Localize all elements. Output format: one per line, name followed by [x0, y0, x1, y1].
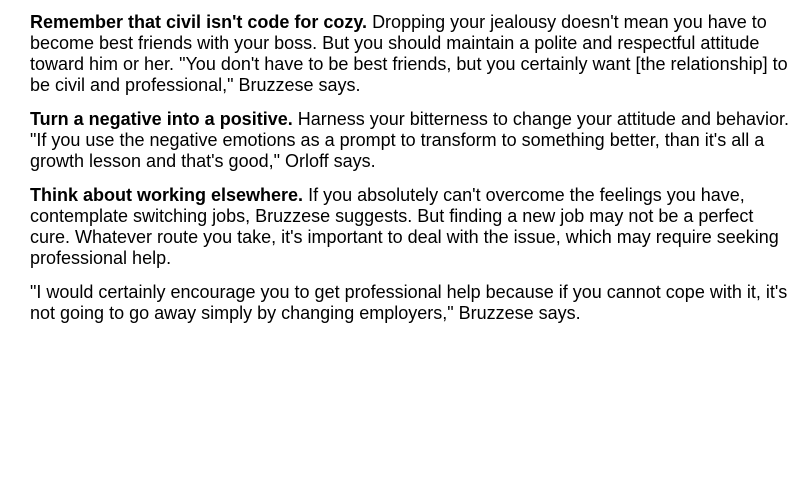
paragraph-lead: Think about working elsewhere.: [30, 185, 304, 205]
paragraph-civil-not-cozy: [30, 12, 792, 96]
paragraph-quote: [30, 282, 792, 324]
paragraph-lead: Turn a negative into a positive.: [30, 109, 293, 129]
paragraph-text: Dropping your jealousy doesn't mean you have to become best friends with your boss. But you should maintain a polite and respectful attitude toward him or her. "You don't have to be best friends, but you certainly want [the relationship] to be civil and professional," Bruzzese says.: [30, 12, 788, 95]
paragraph-working-elsewhere: [30, 185, 792, 269]
paragraph-text: "I would certainly encourage you to get professional help because if you cannot cope with it, it's not going to go away simply by changing employers," Bruzzese says.: [30, 282, 788, 323]
paragraph-lead: Remember that civil isn't code for cozy.: [30, 12, 368, 32]
paragraph-text: If you absolutely can't overcome the feelings you have, contemplate switching jobs, Bruzzese suggests. But finding a new job may not be a perfect cure. Whatever route you take, it's important to deal with the issue, which may require seeking professional help.: [30, 185, 779, 268]
article-body: [30, 12, 792, 337]
paragraph-negative-positive: [30, 109, 792, 172]
paragraph-text: Harness your bitterness to change your attitude and behavior. "If you use the negative emotions as a prompt to transform to something better, than it's all a growth lesson and that's good," Orloff says.: [30, 109, 790, 171]
